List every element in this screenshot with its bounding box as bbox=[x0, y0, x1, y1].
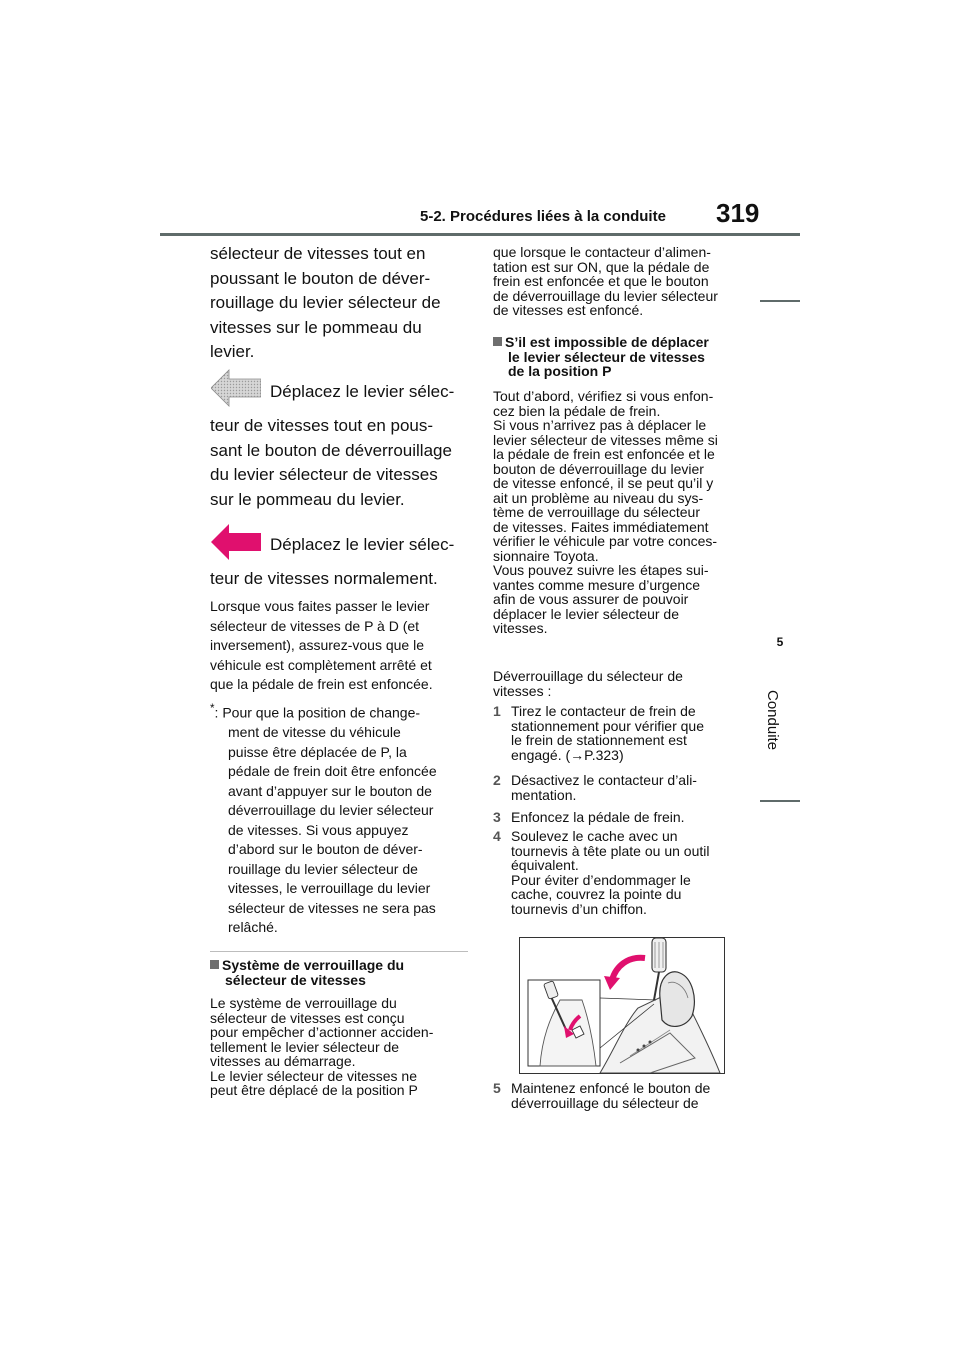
text-line: tation est sur ON, que la pédale de bbox=[493, 258, 710, 275]
impossible-heading bbox=[493, 335, 709, 379]
step-number: 1 bbox=[493, 703, 501, 719]
text-line: Pour éviter d’endommager le bbox=[511, 871, 691, 888]
shift-lever-drawing bbox=[520, 938, 724, 1073]
arrow1-caption: Déplacez le levier sélec- bbox=[270, 382, 455, 401]
text-line: sant le bouton de déverrouillage bbox=[210, 440, 452, 460]
text-line: que la pédale de frein est enfoncée. bbox=[210, 676, 433, 692]
text-line: vitesses au démarrage. bbox=[210, 1053, 356, 1069]
text-line: peut être déplacé de la position P bbox=[210, 1082, 418, 1098]
text-line: Lorsque vous faites passer le levier bbox=[210, 598, 430, 614]
text-line: du levier sélecteur de vitesses bbox=[210, 465, 438, 484]
text-line: : Pour que la position de change- bbox=[214, 704, 421, 721]
text-line: la pédale de frein est enfoncée et le bbox=[493, 446, 715, 462]
step-4 bbox=[493, 829, 773, 916]
text-line: Désactivez le contacteur d’ali- bbox=[511, 772, 697, 788]
text-line: pédale de frein doit être enfoncée bbox=[228, 763, 437, 780]
text-line: tème de verrouillage du sélecteur bbox=[493, 504, 701, 520]
text-line: tournevis à tête plate ou un outil bbox=[511, 842, 710, 859]
text-line: frein est enfoncée et que le bouton bbox=[493, 273, 709, 289]
text-line: déverrouillage du levier sélecteur bbox=[228, 802, 434, 819]
arrow2-caption: Déplacez le levier sélec- bbox=[270, 535, 455, 554]
left-paragraph-2 bbox=[210, 414, 452, 512]
text-line: sélecteur de vitesses est conçu bbox=[210, 1009, 405, 1026]
text-line: vantes comme mesure d’urgence bbox=[493, 576, 700, 593]
arrow-left-gray-icon bbox=[211, 368, 261, 408]
text-line: sélecteur de vitesses tout en bbox=[210, 244, 426, 263]
heading-line: de la position P bbox=[508, 363, 612, 379]
text-line: sélecteur de vitesses de P à D (et bbox=[210, 617, 420, 634]
square-bullet-icon bbox=[210, 960, 219, 969]
left-paragraph-1 bbox=[210, 242, 441, 365]
section-divider bbox=[210, 951, 468, 952]
step-1 bbox=[493, 704, 773, 762]
text-line: mentation. bbox=[511, 786, 577, 803]
text-line: vitesses. bbox=[493, 620, 548, 636]
text-line: puisse être déplacée de P, la bbox=[228, 743, 407, 760]
text-line: poussant le bouton de déver- bbox=[210, 268, 431, 288]
step-number: 5 bbox=[493, 1080, 501, 1096]
text-line: vitesses : bbox=[493, 682, 552, 699]
chapter-number: 5 bbox=[776, 635, 784, 649]
shift-lever-illustration bbox=[519, 937, 725, 1074]
text-line: équivalent. bbox=[511, 857, 579, 873]
text-line: afin de vous assurer de pouvoir bbox=[493, 591, 689, 607]
step-number: 3 bbox=[493, 809, 501, 825]
step-2 bbox=[493, 773, 773, 802]
left-paragraph-3: teur de vitesses normalement. bbox=[210, 569, 438, 588]
text-line: levier. bbox=[210, 342, 255, 361]
arrow-left-pink-icon bbox=[211, 522, 261, 562]
text-line: le frein de stationnement est bbox=[511, 732, 687, 748]
text-line: tournevis d’un chiffon. bbox=[511, 900, 647, 917]
text-line: teur de vitesses tout en pous- bbox=[210, 416, 434, 435]
text-line: vitesses, le verrouillage du levier bbox=[228, 880, 431, 897]
text-line: ment de vitesse du véhicule bbox=[228, 724, 401, 741]
footnote-mark: * bbox=[210, 702, 215, 715]
text-line: avant d’appuyer sur le bouton de bbox=[228, 782, 432, 799]
unlock-intro bbox=[493, 669, 683, 698]
text-line: de vitesses. Si vous appuyez bbox=[228, 821, 409, 838]
square-bullet-icon bbox=[493, 337, 502, 346]
text-line: Déverrouillage du sélecteur de bbox=[493, 668, 683, 684]
text-line: levier sélecteur de vitesses même si bbox=[493, 431, 718, 448]
impossible-body bbox=[493, 389, 718, 636]
text-line: relâché. bbox=[228, 919, 278, 936]
step-number: 4 bbox=[493, 828, 501, 844]
text-line: cache, couvrez la pointe du bbox=[511, 886, 682, 902]
text-line: rouillage du levier sélecteur de bbox=[228, 860, 418, 877]
text-line: véhicule est complètement arrêté et bbox=[210, 656, 432, 673]
text-line: sur le pommeau du levier. bbox=[210, 489, 405, 509]
text-line: engagé. (→P.323) bbox=[511, 746, 624, 763]
text-line: bouton de déverrouillage du levier bbox=[493, 460, 704, 477]
text-line: de vitesses. Faites immédiatement bbox=[493, 518, 709, 535]
text-line: cez bien la pédale de frein. bbox=[493, 402, 661, 419]
verrouillage-body bbox=[210, 996, 433, 1098]
text-line: Vous pouvez suivre les étapes sui- bbox=[493, 562, 709, 578]
section-title: 5-2. Procédures liées à la conduite bbox=[420, 208, 666, 225]
text-line: d’abord sur le bouton de déver- bbox=[228, 841, 423, 858]
text-line: Enfoncez la pédale de frein. bbox=[511, 809, 685, 825]
text-line: déverrouillage du sélecteur de bbox=[511, 1094, 699, 1111]
footnote bbox=[210, 699, 437, 938]
chapter-label: Conduite bbox=[764, 690, 781, 751]
right-continuation bbox=[493, 245, 718, 318]
text-line: Maintenez enfoncé le bouton de bbox=[511, 1080, 711, 1096]
text-line: sélecteur de vitesses ne sera pas bbox=[228, 899, 436, 916]
note-paragraph bbox=[210, 597, 433, 695]
header-rule bbox=[160, 233, 800, 236]
text-line: Tirez le contacteur de frein de bbox=[511, 703, 696, 719]
text-line: déplacer le levier sélecteur de bbox=[493, 605, 679, 622]
text-line: vérifier le véhicule par votre conces- bbox=[493, 533, 718, 549]
text-line: Le levier sélecteur de vitesses ne bbox=[210, 1067, 417, 1084]
text-line: sionnaire Toyota. bbox=[493, 547, 599, 564]
text-line: Le système de verrouillage du bbox=[210, 995, 397, 1011]
text-line: que lorsque le contacteur d’alimen- bbox=[493, 244, 711, 260]
text-line: Soulevez le cache avec un bbox=[511, 828, 678, 844]
heading-line: S’il est impossible de déplacer bbox=[505, 334, 709, 350]
text-line: Si vous n’arrivez pas à déplacer le bbox=[493, 417, 707, 433]
step-number: 2 bbox=[493, 772, 501, 788]
heading-line: Système de verrouillage du bbox=[222, 957, 405, 973]
text-line: rouillage du levier sélecteur de bbox=[210, 293, 441, 312]
heading-line: le levier sélecteur de vitesses bbox=[508, 348, 705, 365]
text-line: Tout d’abord, vérifiez si vous enfon- bbox=[493, 388, 714, 404]
verrouillage-heading bbox=[210, 958, 404, 987]
heading-line: sélecteur de vitesses bbox=[225, 971, 366, 988]
text-line: inversement), assurez-vous que le bbox=[210, 637, 424, 653]
text-line: pour empêcher d’actionner acciden- bbox=[210, 1024, 434, 1040]
text-line: stationnement pour vérifier que bbox=[511, 717, 704, 734]
text-line: tellement le levier sélecteur de bbox=[210, 1038, 400, 1055]
text-line: vitesses sur le pommeau du bbox=[210, 317, 422, 337]
text-line: de vitesses est enfoncé. bbox=[493, 302, 644, 318]
tab-divider-top bbox=[760, 300, 800, 302]
text-line: ait un problème au niveau du sys- bbox=[493, 489, 704, 506]
step-3 bbox=[493, 810, 773, 825]
page-number: 319 bbox=[716, 198, 760, 228]
text-line: de vitesse enfoncé, il se peut qu’il y bbox=[493, 475, 714, 491]
step-5 bbox=[493, 1081, 773, 1110]
text-line: de déverrouillage du levier sélecteur bbox=[493, 287, 718, 304]
